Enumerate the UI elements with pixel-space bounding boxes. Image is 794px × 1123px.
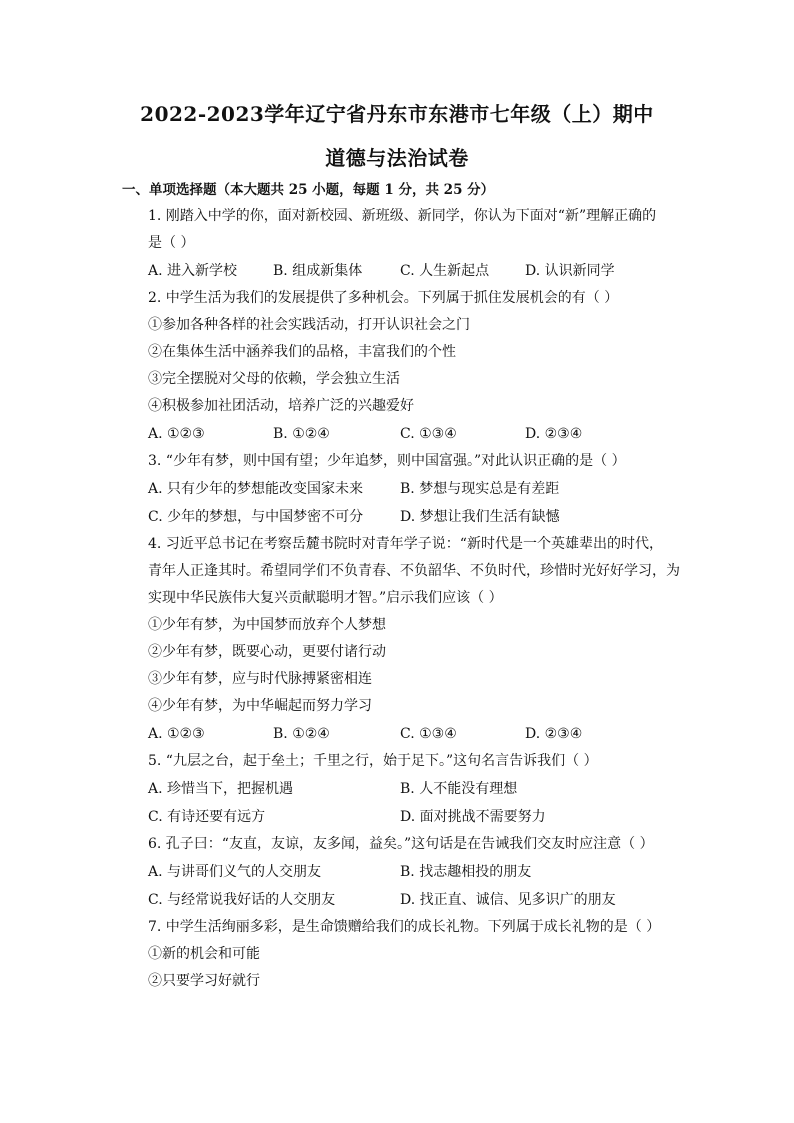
- question-2-option-d: D. ②③④: [525, 426, 583, 442]
- question-7-text: 7. 中学生活绚丽多彩，是生命馈赠给我们的成长礼物。下列属于成长礼物的是（ ）: [148, 919, 661, 935]
- question-1-text: 1. 刚踏入中学的你，面对新校园、新班级、新同学，你认为下面对“新”理解正确的: [148, 208, 657, 224]
- question-6-option-a: A. 与讲哥们义气的人交朋友: [148, 864, 322, 880]
- question-5-text: 5. “九层之台，起于垒土；千里之行，始于足下。”这句名言告诉我们（ ）: [148, 753, 598, 769]
- question-1-option-a: A. 进入新学校: [148, 263, 238, 279]
- question-5-option-a: A. 珍惜当下，把握机遇: [148, 781, 294, 797]
- question-4-statement-2: ②少年有梦，既要心动，更要付诸行动: [148, 644, 386, 660]
- question-6-option-c: C. 与经常说我好话的人交朋友: [148, 892, 336, 908]
- question-3-option-c: C. 少年的梦想，与中国梦密不可分: [148, 509, 364, 525]
- question-4-statement-1: ①少年有梦，为中国梦而放弃个人梦想: [148, 617, 386, 633]
- question-3-option-d: D. 梦想让我们生活有缺憾: [400, 509, 560, 525]
- question-6-text: 6. 孔子曰：“友直，友谅，友多闻，益矣。”这句话是在告诫我们交友时应注意（ ）: [148, 836, 654, 852]
- question-4-statement-3: ③少年有梦，应与时代脉搏紧密相连: [148, 671, 372, 687]
- question-6-option-d: D. 找正直、诚信、见多识广的朋友: [400, 892, 616, 908]
- question-1-option-b: B. 组成新集体: [273, 263, 363, 279]
- question-1-text-cont: 是（ ）: [148, 235, 195, 251]
- question-4-text: 4. 习近平总书记在考察岳麓书院时对青年学子说：“新时代是一个英雄辈出的时代，: [148, 536, 663, 552]
- question-7-statement-1: ①新的机会和可能: [148, 946, 260, 962]
- question-3-option-b: B. 梦想与现实总是有差距: [400, 481, 560, 497]
- section-heading: 一、单项选择题（本大题共 25 小题，每题 1 分，共 25 分）: [122, 182, 495, 198]
- question-4-text-cont-2: 实现中华民族伟大复兴贡献聪明才智。”启示我们应该（ ）: [148, 590, 503, 606]
- question-3-option-a: A. 只有少年的梦想能改变国家未来: [148, 481, 364, 497]
- exam-title-line-2: 道德与法治试卷: [325, 146, 469, 170]
- question-4-text-cont-1: 青年人正逢其时。希望同学们不负青春、不负韶华、不负时代，珍惜时光好好学习，为: [148, 563, 680, 579]
- question-2-option-a: A. ①②③: [148, 426, 205, 442]
- question-2-text: 2. 中学生活为我们的发展提供了多种机会。下列属于抓住发展机会的有（ ）: [148, 290, 619, 306]
- question-2-option-c: C. ①③④: [400, 426, 457, 442]
- question-5-option-b: B. 人不能没有理想: [400, 781, 518, 797]
- question-2-statement-1: ①参加各种各样的社会实践活动，打开认识社会之门: [148, 317, 470, 333]
- question-3-text: 3. “少年有梦，则中国有望；少年追梦，则中国富强。”对此认识正确的是（ ）: [148, 453, 626, 469]
- question-4-statement-4: ④少年有梦，为中华崛起而努力学习: [148, 698, 372, 714]
- question-6-option-b: B. 找志趣相投的朋友: [400, 864, 532, 880]
- question-1-option-c: C. 人生新起点: [400, 263, 490, 279]
- question-1-option-d: D. 认识新同学: [525, 263, 615, 279]
- question-2-statement-3: ③完全摆脱对父母的依赖，学会独立生活: [148, 371, 400, 387]
- question-2-option-b: B. ①②④: [273, 426, 330, 442]
- question-5-option-c: C. 有诗还要有远方: [148, 809, 266, 825]
- question-4-option-d: D. ②③④: [525, 726, 583, 742]
- question-4-option-c: C. ①③④: [400, 726, 457, 742]
- question-2-statement-4: ④积极参加社团活动，培养广泛的兴趣爱好: [148, 398, 414, 414]
- question-5-option-d: D. 面对挑战不需要努力: [400, 809, 546, 825]
- question-4-option-b: B. ①②④: [273, 726, 330, 742]
- question-4-option-a: A. ①②③: [148, 726, 205, 742]
- question-7-statement-2: ②只要学习好就行: [148, 973, 260, 989]
- question-2-statement-2: ②在集体生活中涵养我们的品格，丰富我们的个性: [148, 344, 456, 360]
- exam-title-line-1: 2022-2023学年辽宁省丹东市东港市七年级（上）期中: [140, 102, 654, 126]
